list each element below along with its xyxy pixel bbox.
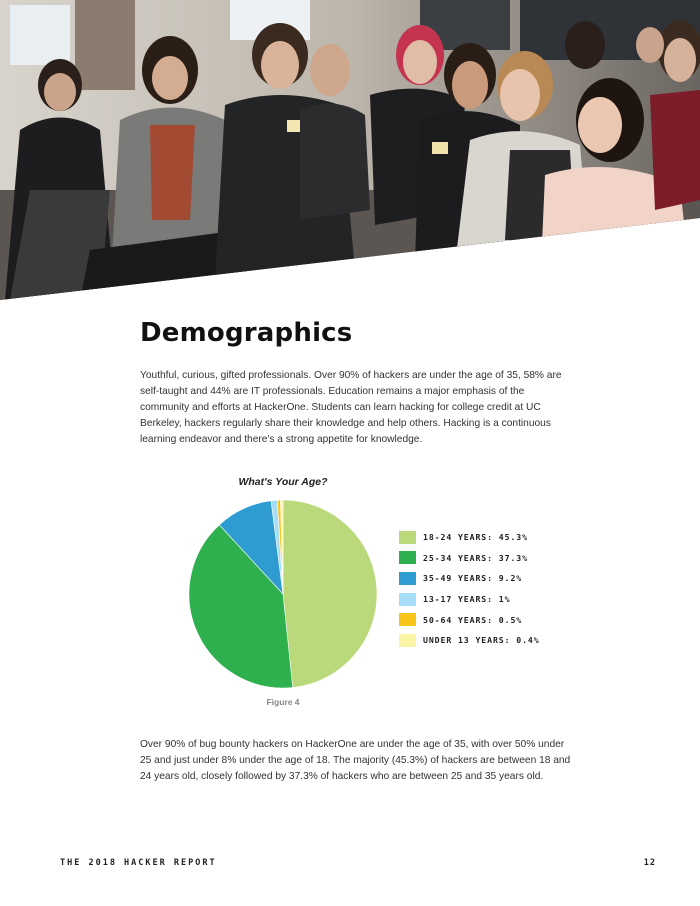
legend-label: 35-49 YEARS: 9.2%	[423, 573, 523, 584]
pie-slice-0	[283, 500, 377, 687]
page-title: Demographics	[140, 318, 353, 348]
legend-label: 13-17 YEARS: 1%	[423, 594, 511, 605]
legend-label: UNDER 13 YEARS: 0.4%	[423, 635, 540, 646]
legend-swatch	[399, 551, 416, 564]
intro-paragraph: Youthful, curious, gifted professionals. Over 90% of hackers are under the age of 35, 58% are self-taught and 44% are IT professionals. Education remains a major emphasis of the community and efforts at HackerOne. Students can learn hacking for college credit at UC Berkeley, hackers regularly share their knowledge and help others. Hacking is a continuous learning endeavor and there's a strong appetite for knowledge.	[140, 370, 562, 445]
legend-label: 25-34 YEARS: 37.3%	[423, 552, 528, 563]
legend-item	[399, 589, 540, 610]
chart-legend	[399, 527, 540, 651]
legend-item	[399, 548, 540, 569]
legend-label: 18-24 YEARS: 45.3%	[423, 532, 528, 543]
legend-label: 50-64 YEARS: 0.5%	[423, 614, 523, 625]
legend-swatch	[399, 593, 416, 606]
age-pie-chart	[186, 497, 380, 691]
footer-report-title: THE 2018 HACKER REPORT	[60, 858, 217, 868]
legend-swatch	[399, 572, 416, 585]
legend-swatch	[399, 613, 416, 626]
header-photo	[0, 0, 700, 300]
summary-paragraph: Over 90% of bug bounty hackers on HackerOne are under the age of 35, with over 50% under 25 and just under 8% under the age of 18. The majority (45.3%) of hackers are between 18 and 24 years old, closely followed by 37.3% of hackers who are between 25 and 35 years old.	[140, 739, 571, 782]
audience-photo	[0, 0, 700, 300]
legend-item	[399, 609, 540, 630]
figure-caption: Figure 4	[266, 697, 300, 707]
legend-swatch	[399, 634, 416, 647]
chart-title: What's Your Age?	[238, 476, 328, 488]
legend-item	[399, 527, 540, 548]
page-number: 12	[643, 858, 656, 868]
legend-item	[399, 568, 540, 589]
legend-swatch	[399, 531, 416, 544]
legend-item	[399, 630, 540, 651]
